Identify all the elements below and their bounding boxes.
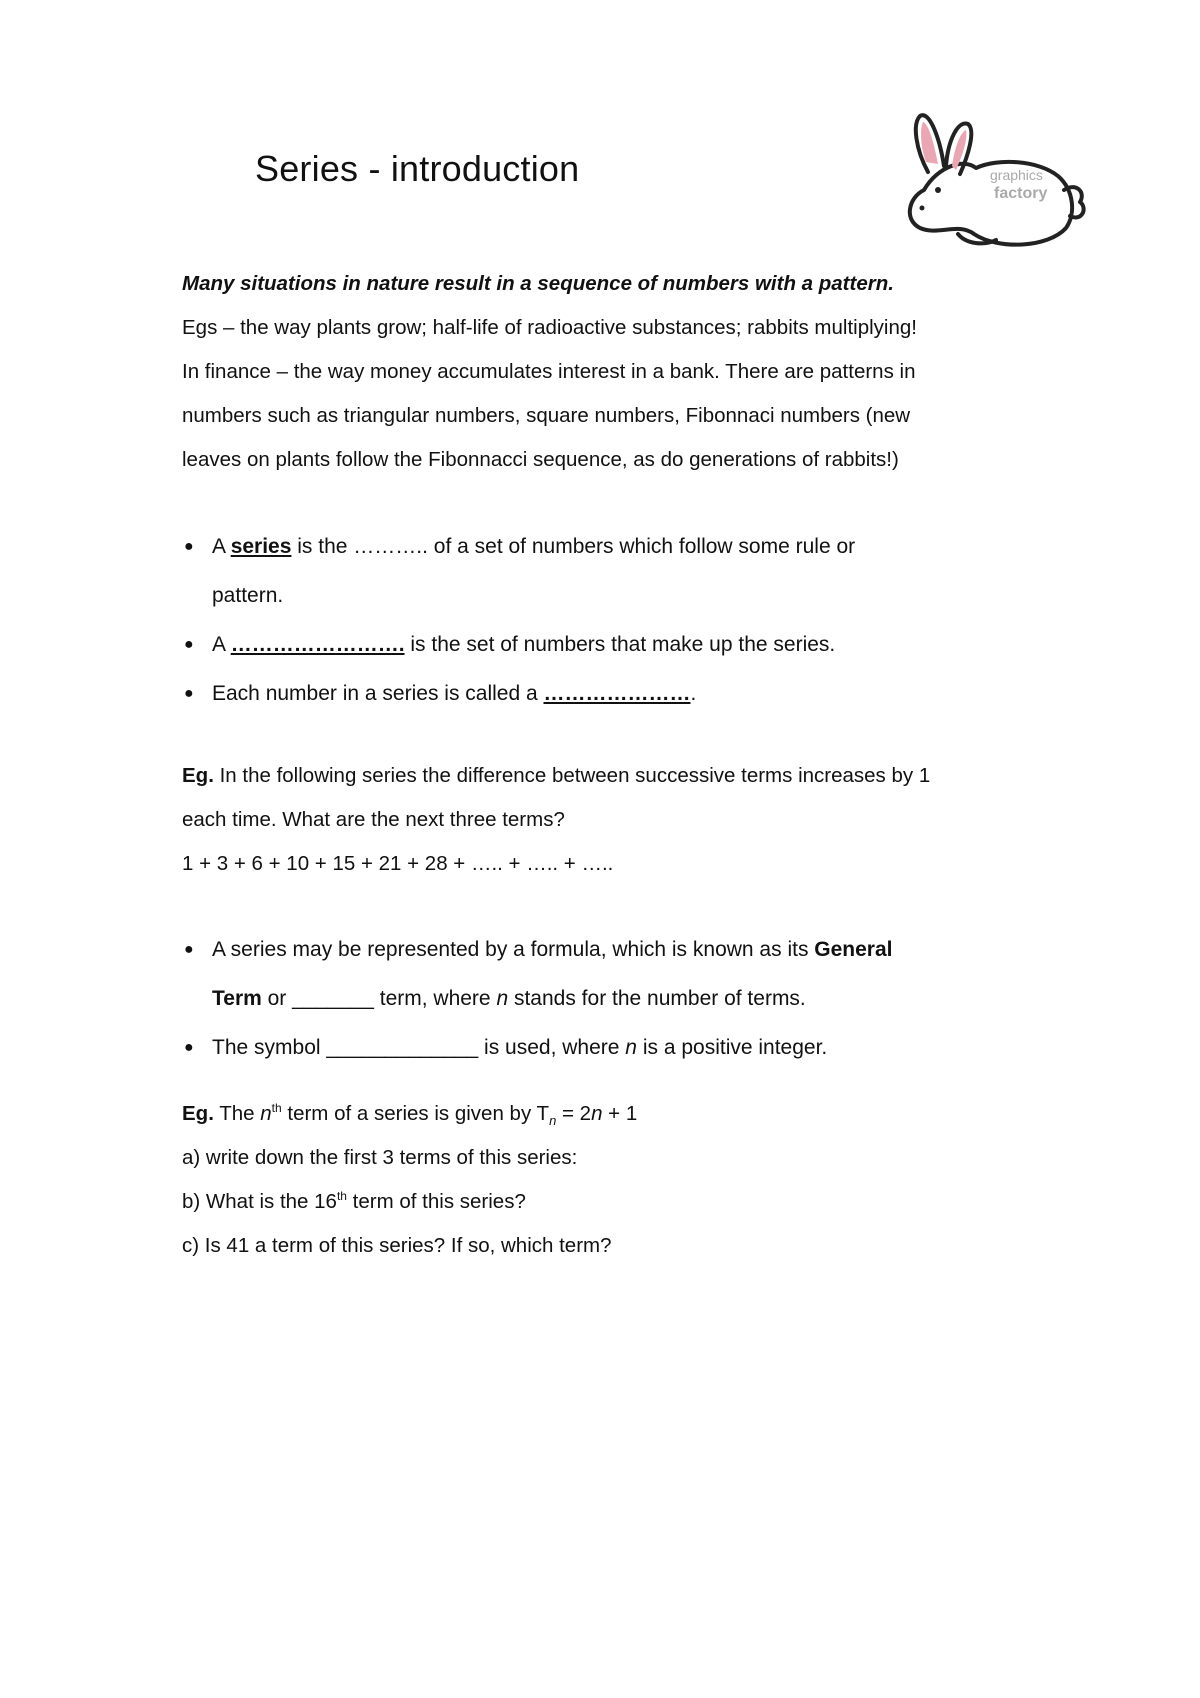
blank-sequence: ……………………. [230,633,405,656]
bullet-icon: ● [184,941,194,958]
blank-symbol: _____________ [326,1036,479,1059]
blank-term: ………………… [543,682,691,705]
bullet-icon: ● [184,636,194,653]
example2-label: Eg. [182,1102,214,1125]
logo-watermark-line1: graphics [990,167,1043,183]
paragraph-line-1: Egs – the way plants grow; half-life of radioactive substances; rabbits multiplying! [182,316,917,339]
question-b: b) What is the 16th term of this series? [182,1189,526,1213]
example1-label: Eg. [182,764,214,787]
bullet-icon: ● [184,1039,194,1056]
definition-series: ● A series is the ……….. of a set of numbers which follow some rule or [182,522,855,571]
definitions-list [182,522,855,718]
paragraph-line-4: leaves on plants follow the Fibonnacci sequence, as do generations of rabbits!) [182,448,899,471]
definition-sequence: ● A ……………………. is the set of numbers that make up the series. [182,620,855,669]
intro-statement: Many situations in nature result in a sequence of numbers with a pattern. [182,272,894,295]
page-title: Series - introduction [255,148,580,189]
paragraph-line-2: In finance – the way money accumulates interest in a bank. There are patterns in [182,360,916,383]
general-term-list [182,925,893,1072]
definition-series-continued: pattern. [212,584,284,607]
definition-term: ● Each number in a series is called a …………………. [182,669,855,718]
term-series: series [230,535,292,558]
blank-nth: _______ [292,987,374,1010]
question-c: c) Is 41 a term of this series? If so, which term? [182,1234,612,1257]
rabbit-illustration [898,110,1088,258]
example1-series: 1 + 3 + 6 + 10 + 15 + 21 + 28 + ….. + ….. + ….. [182,852,614,875]
general-term-definition-continued: Term or _______ term, where n stands for the number of terms. [212,987,806,1010]
paragraph-line-3: numbers such as triangular numbers, square numbers, Fibonnaci numbers (new [182,404,911,427]
bullet-icon: ● [184,685,194,702]
logo-watermark-line2: factory [994,185,1048,202]
bullet-icon: ● [184,538,194,555]
example2-statement: Eg. The $n^{th}$ term of a series is given by $T_n = 2n + 1$ [182,1101,638,1129]
example1-line-1: Eg. In the following series the difference between successive terms increases by 1 [182,764,931,787]
example1-line-2: each time. What are the next three terms? [182,808,565,831]
general-term-definition: ● A series may be represented by a formula, which is known as its General [182,925,893,974]
symbol-definition: ● The symbol _____________ is used, where n is a positive integer. [182,1023,893,1072]
question-a: a) write down the first 3 terms of this series: [182,1146,578,1169]
